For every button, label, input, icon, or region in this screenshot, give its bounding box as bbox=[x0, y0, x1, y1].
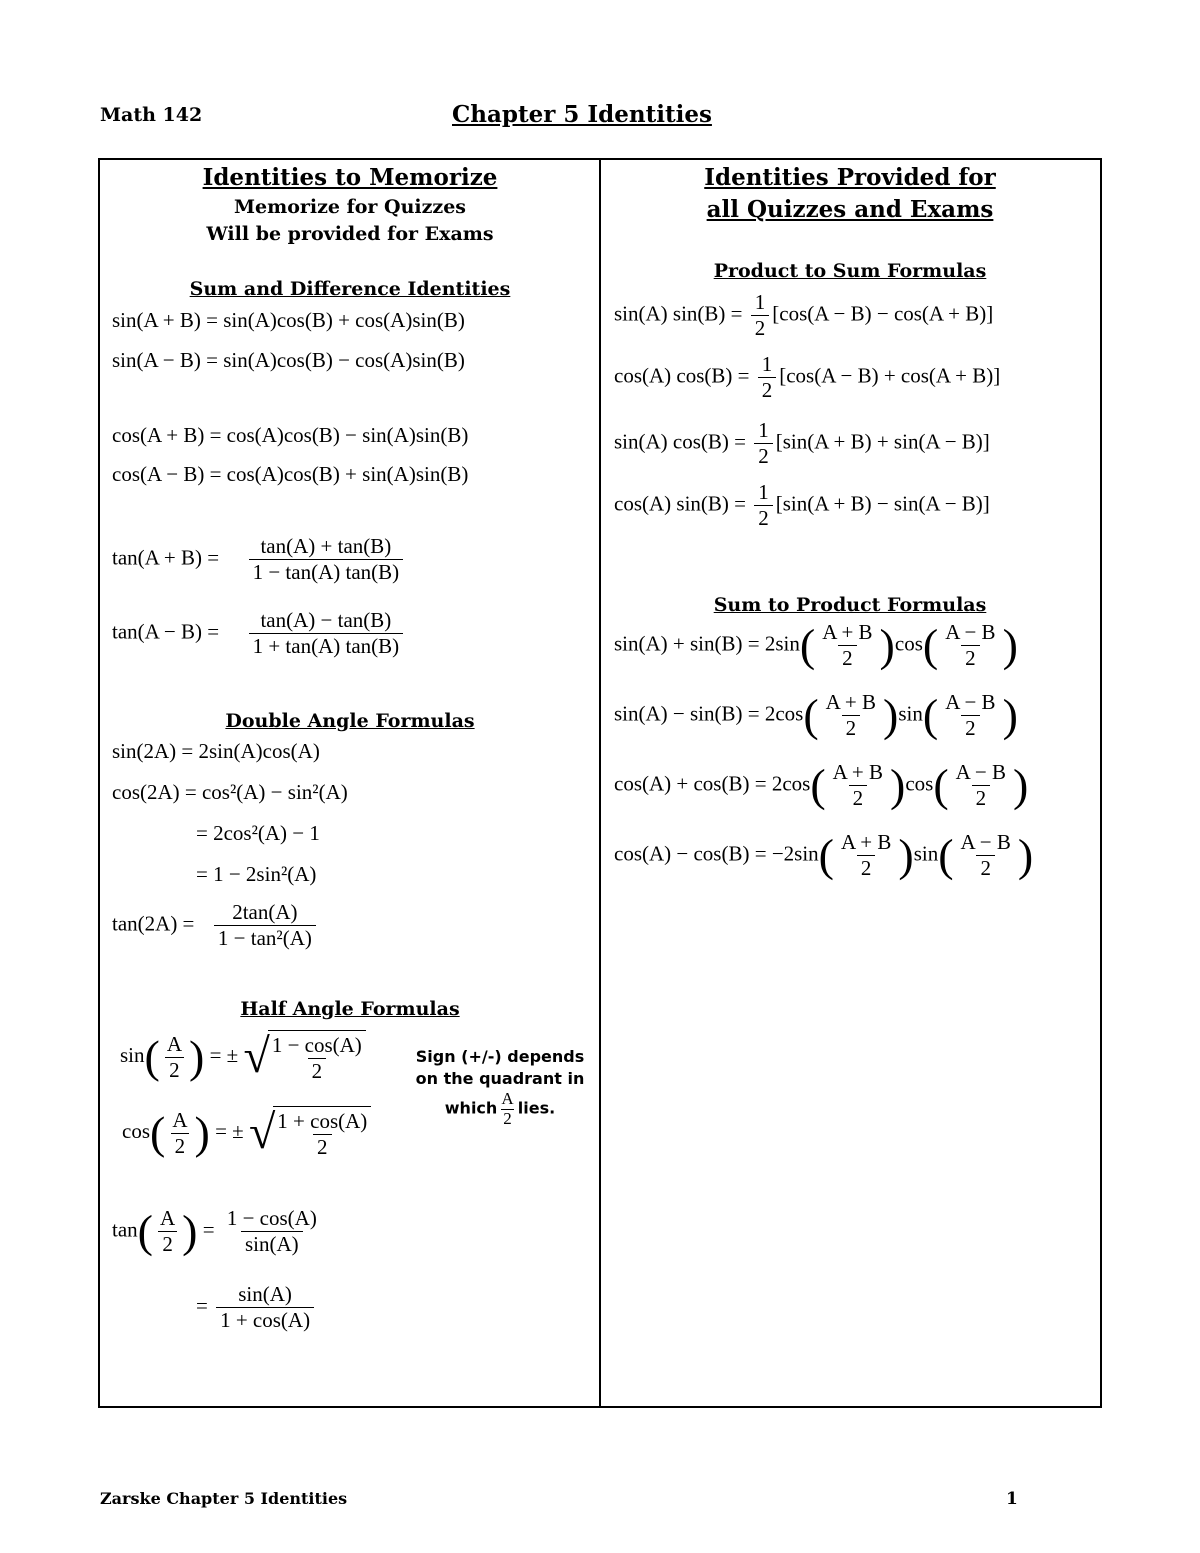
product-to-sum-1 bbox=[614, 290, 993, 341]
sum-difference-heading: Sum and Difference Identities bbox=[189, 278, 511, 300]
product-to-sum-heading: Product to Sum Formulas bbox=[713, 260, 987, 282]
column-divider bbox=[599, 158, 601, 1408]
stp2-lhs: sin(A) − sin(B) = 2cos bbox=[614, 701, 804, 726]
pts3-half-num: 1 bbox=[758, 418, 769, 442]
cos-half-radicand-num: 1 + cos(A) bbox=[277, 1109, 368, 1133]
sum-to-product-1: sin(A) + sin(B) = 2sin( $\frac{A + B}{2}$ )cos( $\frac{A - B}{2}$ ) bbox=[614, 619, 1018, 671]
sin-difference-identity: sin(A − B) = sin(A)cos(B) − cos(A)sin(B) bbox=[112, 348, 465, 372]
half-num: A bbox=[159, 1206, 176, 1230]
left-column-heading: Identities to Memorize bbox=[202, 164, 498, 191]
tan-half-2-num: sin(A) bbox=[238, 1282, 292, 1306]
tan-fn-label: tan bbox=[112, 1217, 138, 1242]
tan-half-fraction-2 bbox=[216, 1282, 314, 1333]
cos-half-angle: cos( $\frac{A}{2}$ ) = ± √ $\frac{1 + \cos(A)}{2}$ bbox=[122, 1106, 371, 1160]
cos-double-angle-1: cos(2A) = cos²(A) − sin²(A) bbox=[112, 780, 348, 804]
stp3-mid: cos bbox=[905, 771, 934, 796]
half-den: 2 bbox=[165, 1057, 184, 1083]
tan-sum-lhs: tan(A + B) = bbox=[112, 545, 220, 570]
stp1-mid: cos bbox=[894, 631, 923, 656]
right-column-heading-2: all Quizzes and Exams bbox=[706, 196, 994, 223]
pts4-half-num: 1 bbox=[758, 480, 769, 504]
tan-difference-identity bbox=[112, 608, 406, 659]
sum-to-product-3: cos(A) + cos(B) = 2cos( $\frac{A + B}{2}$ )cos( $\frac{A - B}{2}$ ) bbox=[614, 759, 1029, 811]
stp4-den2: 2 bbox=[976, 855, 995, 881]
tan-difference-numerator: tan(A) − tan(B) bbox=[260, 608, 392, 632]
right-column-heading-1: Identities Provided for bbox=[704, 164, 996, 191]
page-number: 1 bbox=[1006, 1489, 1018, 1509]
stp3-lhs: cos(A) + cos(B) = 2cos bbox=[614, 771, 811, 796]
pts3-rhs: [sin(A + B) + sin(A − B)] bbox=[775, 429, 990, 454]
equals-plus-minus: = ± bbox=[215, 1119, 244, 1143]
stp2-mid: sin bbox=[898, 701, 923, 726]
tan-sum-identity bbox=[112, 534, 406, 585]
pts2-half-num: 1 bbox=[761, 352, 773, 376]
note-frac-num: A bbox=[501, 1089, 514, 1108]
cos-double-angle-2: = 2cos²(A) − 1 bbox=[196, 821, 320, 845]
pts2-lhs: cos(A) cos(B) = bbox=[614, 363, 750, 388]
stp1-lhs: sin(A) + sin(B) = 2sin bbox=[614, 631, 800, 656]
stp1-den1: 2 bbox=[838, 645, 857, 671]
stp1-num1: A + B bbox=[822, 620, 873, 644]
tan-half-1-den: sin(A) bbox=[241, 1231, 303, 1257]
pts1-rhs: [cos(A − B) − cos(A + B)] bbox=[772, 301, 994, 326]
note-line-1: Sign (+/-) depends bbox=[415, 1047, 585, 1066]
footer-label: Zarske Chapter 5 Identities bbox=[100, 1489, 348, 1508]
pts4-half-den: 2 bbox=[754, 505, 773, 531]
stp4-mid: sin bbox=[913, 841, 939, 866]
tan-difference-lhs: tan(A − B) = bbox=[112, 619, 220, 644]
half-den: 2 bbox=[158, 1231, 177, 1257]
equals: = bbox=[196, 1293, 208, 1318]
tan-double-fraction bbox=[214, 900, 316, 951]
product-to-sum-4 bbox=[614, 480, 990, 531]
cos-half-radical: √ $\frac{1 + \cos(A)}{2}$ bbox=[249, 1106, 371, 1160]
tan-half-fraction-1 bbox=[223, 1206, 321, 1257]
stp2-num2: A − B bbox=[945, 690, 996, 714]
sin-half-radical: √ $\frac{1 - \cos(A)}{2}$ bbox=[243, 1030, 365, 1084]
half-num: A bbox=[172, 1107, 188, 1132]
stp2-den2: 2 bbox=[961, 715, 980, 741]
tan-sum-fraction bbox=[249, 534, 404, 585]
note-which: which bbox=[444, 1098, 498, 1118]
pts3-half-den: 2 bbox=[754, 443, 773, 469]
equals-plus-minus: = ± bbox=[209, 1043, 239, 1067]
tan-half-1-num: 1 − cos(A) bbox=[226, 1206, 317, 1230]
cos-double-angle-3: = 1 − 2sin²(A) bbox=[196, 862, 317, 886]
pts1-half-num: 1 bbox=[754, 290, 766, 314]
stp2-num1: A + B bbox=[825, 690, 877, 714]
stp4-lhs: cos(A) − cos(B) = −2sin bbox=[614, 841, 819, 866]
tan-sum-denominator: 1 − tan(A) tan(B) bbox=[249, 559, 404, 585]
tan-difference-denominator: 1 + tan(A) tan(B) bbox=[249, 633, 404, 659]
tan-double-denominator: 1 − tan²(A) bbox=[214, 925, 316, 951]
stp3-den1: 2 bbox=[849, 785, 868, 811]
half-den: 2 bbox=[171, 1133, 190, 1159]
page-title: Chapter 5 Identities bbox=[452, 101, 712, 128]
stp4-num1: A + B bbox=[841, 830, 892, 854]
pts4-rhs: [sin(A + B) − sin(A − B)] bbox=[775, 491, 990, 516]
tan-double-lhs: tan(2A) = bbox=[112, 911, 195, 936]
pts1-lhs: sin(A) sin(B) = bbox=[614, 301, 743, 326]
half-num: A bbox=[166, 1031, 183, 1056]
tan-half-angle-1: tan( $\frac{A}{2}$ ) = $\frac{1 - \cos(A)}{\sin(A)}$ bbox=[112, 1206, 324, 1257]
left-sub-exams: Will be provided for Exams bbox=[206, 223, 494, 245]
cos-fn-label: cos bbox=[122, 1119, 150, 1143]
half-angle-sign-note bbox=[410, 1046, 590, 1128]
equals: = bbox=[202, 1217, 215, 1242]
cos-half-radicand-den: 2 bbox=[313, 1134, 332, 1160]
cos-difference-identity: cos(A − B) = cos(A)cos(B) + sin(A)sin(B) bbox=[112, 462, 469, 486]
tan-half-2-den: 1 + cos(A) bbox=[216, 1307, 314, 1333]
tan-double-angle bbox=[112, 900, 319, 951]
left-sub-quizzes: Memorize for Quizzes bbox=[233, 196, 467, 218]
product-to-sum-2 bbox=[614, 352, 1000, 403]
note-lies: lies. bbox=[517, 1098, 556, 1118]
half-angle-heading: Half Angle Formulas bbox=[240, 998, 460, 1020]
stp4-num2: A − B bbox=[960, 830, 1011, 854]
sum-to-product-2: sin(A) − sin(B) = 2cos( $\frac{A + B}{2}$ )sin( $\frac{A - B}{2}$ ) bbox=[614, 689, 1018, 741]
pts2-rhs: [cos(A − B) + cos(A + B)] bbox=[779, 363, 1001, 388]
stp3-num1: A + B bbox=[832, 760, 883, 784]
note-frac-den: 2 bbox=[503, 1108, 512, 1128]
pts1-half-den: 2 bbox=[751, 315, 770, 341]
pts2-half-den: 2 bbox=[758, 377, 777, 403]
cos-sum-identity: cos(A + B) = cos(A)cos(B) − sin(A)sin(B) bbox=[112, 423, 469, 447]
stp3-den2: 2 bbox=[972, 785, 991, 811]
sin-half-radicand-num: 1 − cos(A) bbox=[271, 1033, 362, 1057]
sin-half-radicand-den: 2 bbox=[308, 1058, 327, 1084]
stp1-den2: 2 bbox=[961, 645, 980, 671]
tan-half-angle-2 bbox=[196, 1282, 317, 1333]
sum-to-product-4: cos(A) − cos(B) = −2sin( $\frac{A + B}{2}$ )sin( $\frac{A - B}{2}$ ) bbox=[614, 829, 1034, 881]
sin-double-angle: sin(2A) = 2sin(A)cos(A) bbox=[112, 739, 320, 763]
pts3-lhs: sin(A) cos(B) = bbox=[614, 429, 746, 454]
sin-sum-identity: sin(A + B) = sin(A)cos(B) + cos(A)sin(B) bbox=[112, 308, 465, 332]
sin-half-angle: sin( $\frac{A}{2}$ ) = ± √ $\frac{1 - \cos(A)}{2}$ bbox=[120, 1030, 366, 1084]
note-line-2: on the quadrant in bbox=[415, 1069, 585, 1088]
product-to-sum-3 bbox=[614, 418, 990, 469]
stp4-den1: 2 bbox=[857, 855, 876, 881]
tan-difference-fraction bbox=[249, 608, 404, 659]
sin-fn-label: sin bbox=[120, 1043, 145, 1067]
stp1-num2: A − B bbox=[945, 620, 996, 644]
pts4-lhs: cos(A) sin(B) = bbox=[614, 491, 746, 516]
stp2-den1: 2 bbox=[842, 715, 861, 741]
stp3-num2: A − B bbox=[955, 760, 1007, 784]
double-angle-heading: Double Angle Formulas bbox=[225, 710, 475, 732]
sum-to-product-heading: Sum to Product Formulas bbox=[713, 594, 987, 616]
course-label: Math 142 bbox=[100, 104, 203, 126]
tan-double-numerator: 2tan(A) bbox=[232, 900, 298, 924]
tan-sum-numerator: tan(A) + tan(B) bbox=[260, 534, 392, 558]
